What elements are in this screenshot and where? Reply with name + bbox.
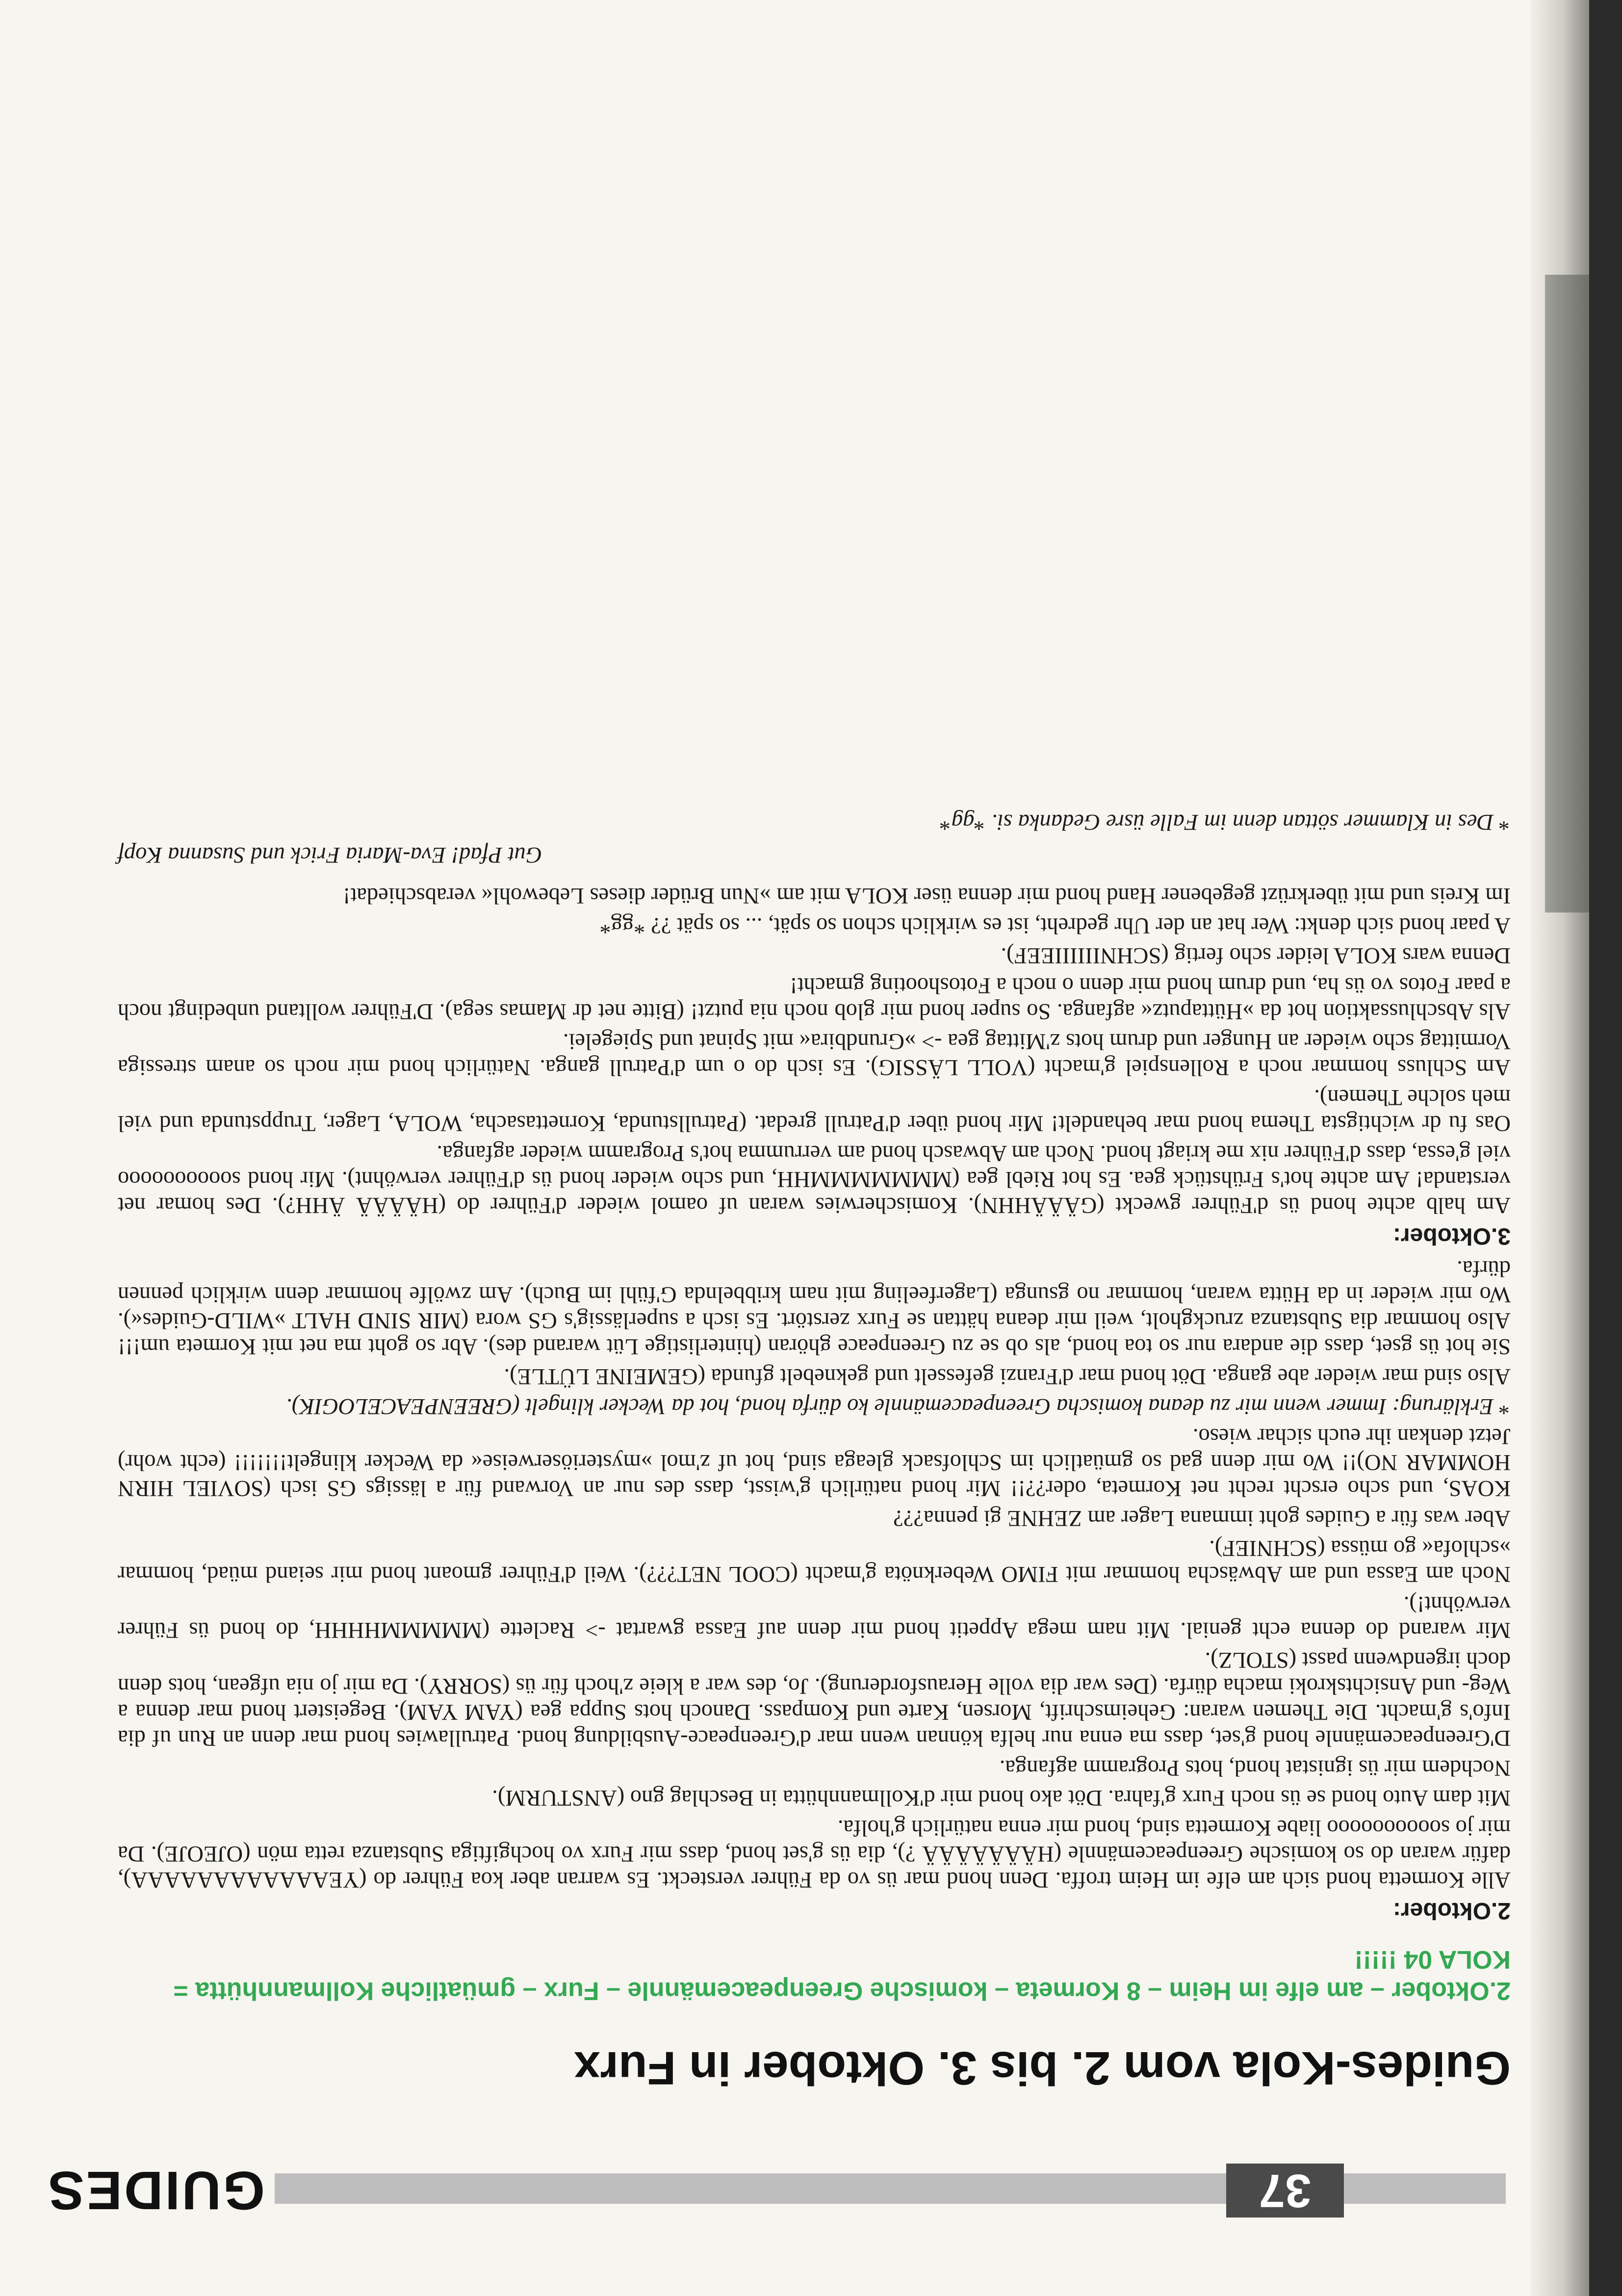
paragraph: Im Kreis und mit überkrüzt gegebener Hand hond mir denna üser KOLA mit am »Nun Brüder dieses Lebewohl« verabschiedat! <box>342 883 1511 908</box>
page-number: 37 <box>1226 2164 1344 2218</box>
paragraph: KOAS, und scho erscht recht net Kormeta, oder??!! Mir hond natürlich g'wisst, dass des nur an Vorwand für a lässigs GS isch (SOVIEL HIRN HOMMAR NO)!! Wo mir denn gad so gmüatlich im Schlofsack gleaga sind, hot uf z'mol »mysteriöserweise« da Wecker klingelt!!!!!!! (echt wohr) Jetzt denkan ihr euch sichar wieso. <box>118 1424 1511 1501</box>
explanation-note: * Erklärung: Immer wenn mir zu deana komischa Greenpeacemännle ko dürfa hond, hot da Wecker klingelt (GREENPEACELOGIK). <box>286 1394 1511 1419</box>
paragraph: Am Schluss hommar noch a Rollenspiel g'macht (VOLL LÄSSIG). Es isch do o um d'Patrull ganga. Natürlich hond mir noch so anam stressiga Vormittag scho wieder an Hunger und drum hots z'Mittag gea -> »Grundbira« mit Spinat und Spiegelei. <box>118 1029 1511 1080</box>
paragraph: Am halb achte hond üs d'Führer gweckt (GÄÄÄHHN). Komischerwies waran uf oamol wieder d'Führer do (HÄÄÄÄ ÄHH?). Des homar net verstanda! Am achte hot's Frühstück gea. Es hot Riebl gea (MMMMMMMHH, und scho wieder hond üs d'Führer verwöhnt). Mir hond soooooooooo viel g'essa, dass d'Führer nix me kriagt hond. Noch am Abwasch hond am verrumma hot's Programm wieder agfanga. <box>118 1141 1511 1218</box>
paragraph: Aber was für a Guides goht immana Lager am ZEHNE gi penna??? <box>893 1506 1511 1531</box>
paragraph: Mir warand do denna echt genial. Mit nam mega Appetit hond mir denn auf Eassa gwartat -> Raclette (MMMMMHHHH, do hond üs Führer verwöhnt!). <box>118 1592 1511 1643</box>
section-label: GUIDES <box>46 2160 265 2220</box>
article-title: Guides-Kola vom 2. bis 3. Oktober in Furx <box>574 2042 1511 2094</box>
paragraph: D'Greenpeacemännle hond g'set, dass ma enna nur helfa könnan wenn mar d'Greenpeace-Ausbildung hond. Patrullawies hond mar denn an Run uf dia Info's g'macht. Die Themen waran: Geheimschrift, Morsen, Karte und Kompass. Danoch hots Suppa gea (YAM YAM). Begeistert hond mar denna a Weg- und Ansichtskroki macha dürfa. (Des war dia volle Herausforderung). Jo, des war a kleie z'hoch für üs (SORRY). Da mir jo nia ufgean, hots denn doch irgendwenn passt (STOLZ). <box>118 1647 1511 1750</box>
paragraph: Noch am Eassa und am Abwäscha hommar mit FIMO Weberknöta g'macht (COOL NET???). Weil d'Führer gmoant hond mir seiand müad, hommar »schlofa« go müssa (SCHNIEF). <box>118 1536 1511 1587</box>
paragraph: Als Abschlussaktion hot da »Hüttaputz« agfanga. So super hond mir glob noch nia putzt! (Bitte net dr Mamas sega). D'Führer wolltand unbedingt noch a paar Fotos vo üs ha, und drum hond mir denn o noch a Fotoshooting gmacht! <box>118 973 1511 1024</box>
article-body <box>118 805 1511 1928</box>
day-heading-3-oktober: 3.Oktober: <box>1392 1223 1511 1249</box>
paragraph: Mit dam Auto hond se üs noch Furx g'fahra. Döt ako hond mir d'Kollmannhütta in Beschlag gno (ANSTURM). <box>492 1785 1511 1810</box>
footnote: * Des in Klammer söttan denn im Falle üsre Gedanka si. *gg* <box>940 809 1511 835</box>
signature: Gut Pfad! Eva-Maria Frick und Susanna Kopf <box>118 842 542 867</box>
paragraph: A paar hond sich denkt: Wer hat an der Uhr gedreht, ist es wirklich schon so spät, ... so spät ?? *gg* <box>599 913 1511 938</box>
paragraph: Alle Kormetta hond sich am elfe im Heim troffa. Denn hond mar üs vo da Führer versteckt. Es warran aber koa Führer do (YEAAAAAAAAAAAA), dafür waran do so komische Greenpeacemännle (HÄÄÄÄÄÄÄ ?), dia üs g'set hond, dass mir Furx vo hochgiftiga Substanza retta mön (OJEOJE). Da mir jo soooooooooo liabe Kormetta sind, hond mir enna natürlich g'holfa. <box>118 1815 1511 1892</box>
paragraph: Sie hot üs gset, dass die andara nur so toa hond, als ob se zu Greenpeace ghöran (hinterlistige Lüt warand des). Abr so goht ma net mit Kormeta um!!! Also hommar dia Substanza zruckgholt, weil mir deana hättan se Furx zerstört. Es isch a superlässig's GS wora (MIR SIND HALT »WILD-Guides«). Wo mir wieder in da Hütta waran, hommar no gsunga (Lagerfeeling mit nam kribbelnda G'fühl im Buch). Am zwölfe hommar denn wirklich pennen dürfa. <box>118 1256 1511 1359</box>
day-heading-2-oktober: 2.Oktober: <box>1392 1898 1511 1924</box>
paragraph: Denna wars KOLA leider scho fertig (SCHNIIIIIIEEF). <box>1001 943 1511 968</box>
article-subtitle: 2.Oktober – am elfe im Heim – 8 Kormeta – komische Greenpeacemännle – Furx – gmüatliche Kollmannhütta = KOLA 04 !!!!! <box>173 1945 1511 2005</box>
page-inner <box>46 59 1511 2220</box>
paragraph: Oas fu dr wichtigsta Thema hond mar behandelt! Mir hond über d'Patrull gredat. (Patrullstunda, Kornettasacha, WOLA, Lager, Truppstunda und viel meh solche Themen). <box>118 1085 1511 1136</box>
page-header <box>46 2160 1511 2220</box>
paragraph: Nochdem mir üs ignistat hond, hots Programm agfanga. <box>999 1755 1511 1780</box>
paragraph: Also sind mar wieder abe ganga. Döt hond mar d'Franzi gefesselt und geknebelt gfunda (GEMEINE LÜTLE). <box>504 1364 1511 1389</box>
